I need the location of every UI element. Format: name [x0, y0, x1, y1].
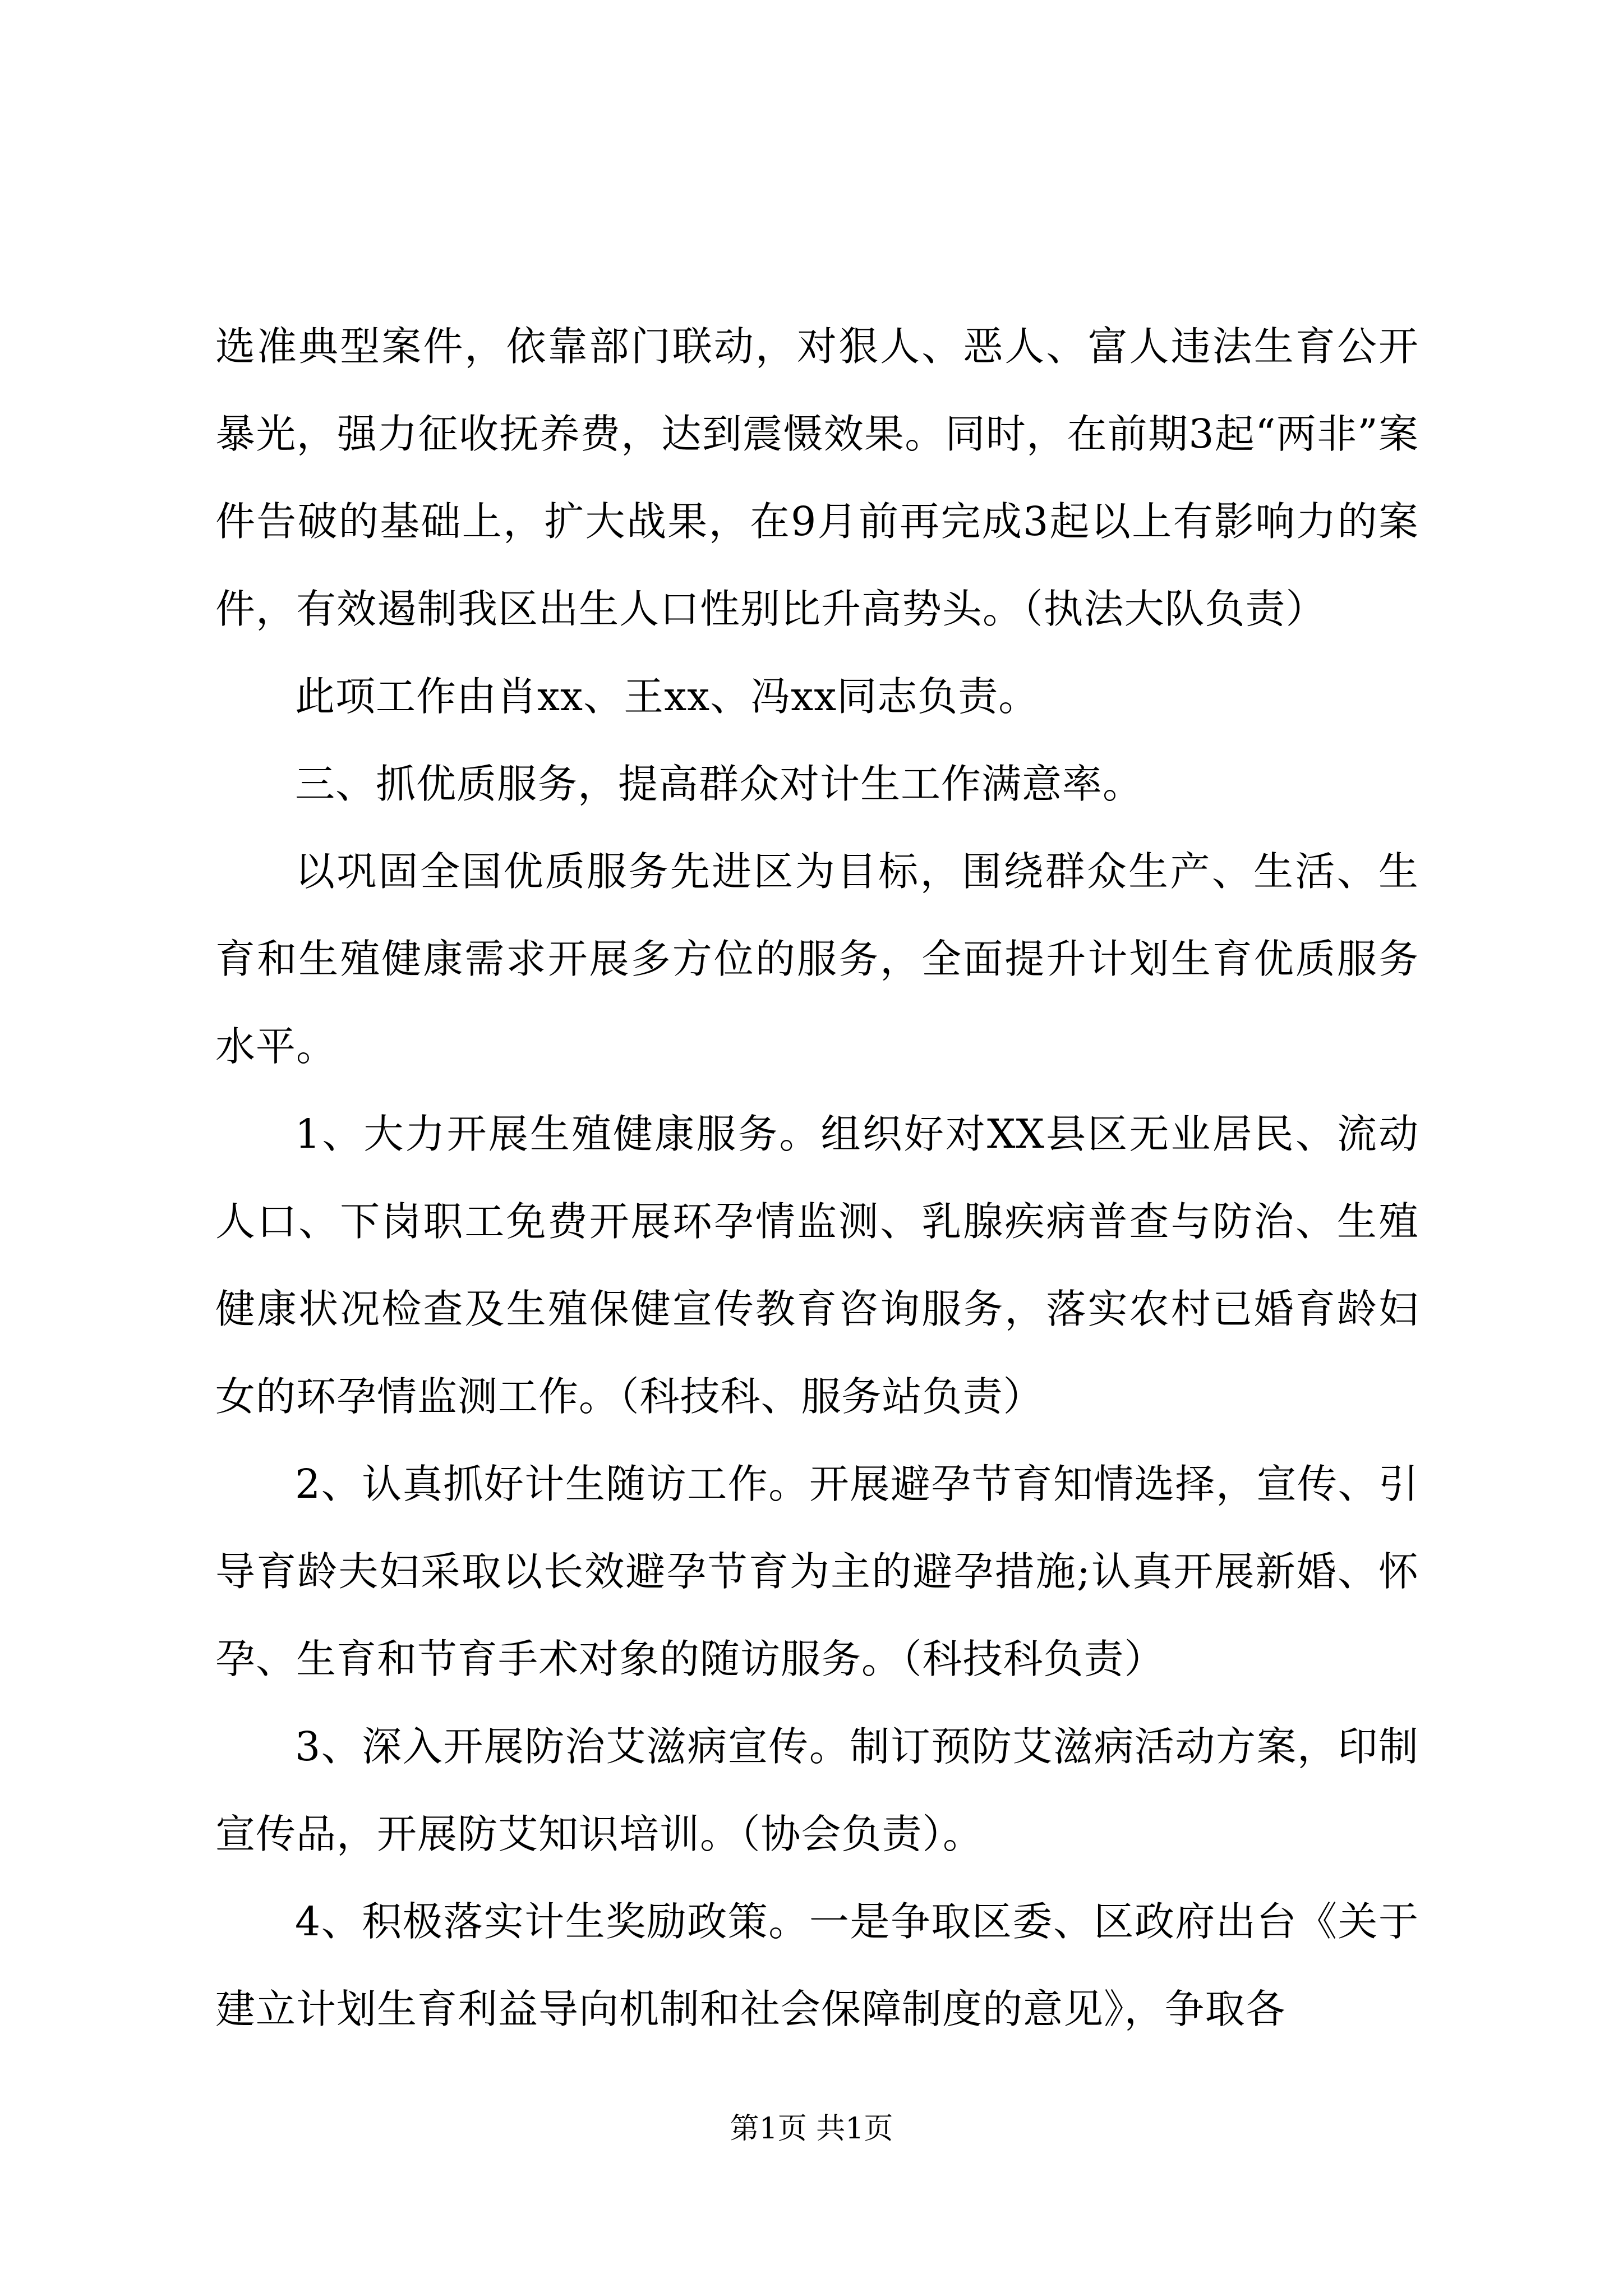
- list-item-1: 1、大力开展生殖健康服务。组织好对XX县区无业居民、流动人口、下岗职工免费开展环孕情监测、乳腺疾病普查与防治、生殖健康状况检查及生殖保健宣传教育咨询服务，落实农村已婚育龄妇女的环孕情监测工作。（科技科、服务站负责）: [215, 1111, 1419, 1420]
- paragraph-section-intro: 以巩固全国优质服务先进区为目标，围绕群众生产、生活、生育和生殖健康需求开展多方位的服务，全面提升计划生育优质服务水平。: [215, 848, 1419, 1070]
- list-item-3: 3、深入开展防治艾滋病宣传。制订预防艾滋病活动方案，印制宣传品，开展防艾知识培训。（协会负责）。: [215, 1723, 1419, 1857]
- list-item-2: 2、认真抓好计生随访工作。开展避孕节育知情选择，宣传、引导育龄夫妇采取以长效避孕节育为主的避孕措施;认真开展新婚、怀孕、生育和节育手术对象的随访服务。（科技科负责）: [215, 1461, 1419, 1682]
- page-footer: 第1页 共1页: [730, 2112, 893, 2146]
- document-body: [215, 303, 1419, 2053]
- paragraph-continuation: 选准典型案件，依靠部门联动，对狠人、恶人、富人违法生育公开暴光，强力征收抚养费，达到震慑效果。同时，在前期3起“两非”案件告破的基础上，扩大战果，在9月前再完成3起以上有影响力的案件，有效遏制我区出生人口性别比升高势头。（执法大队负责）: [215, 323, 1419, 632]
- section-heading: 三、抓优质服务，提高群众对计生工作满意率。: [295, 761, 1144, 807]
- paragraph-responsible-persons: 此项工作由肖xx、王xx、冯xx同志负责。: [295, 673, 1039, 720]
- list-item-4: 4、积极落实计生奖励政策。一是争取区委、区政府出台《关于建立计划生育利益导向机制和社会保障制度的意见》，争取各: [215, 1898, 1419, 2032]
